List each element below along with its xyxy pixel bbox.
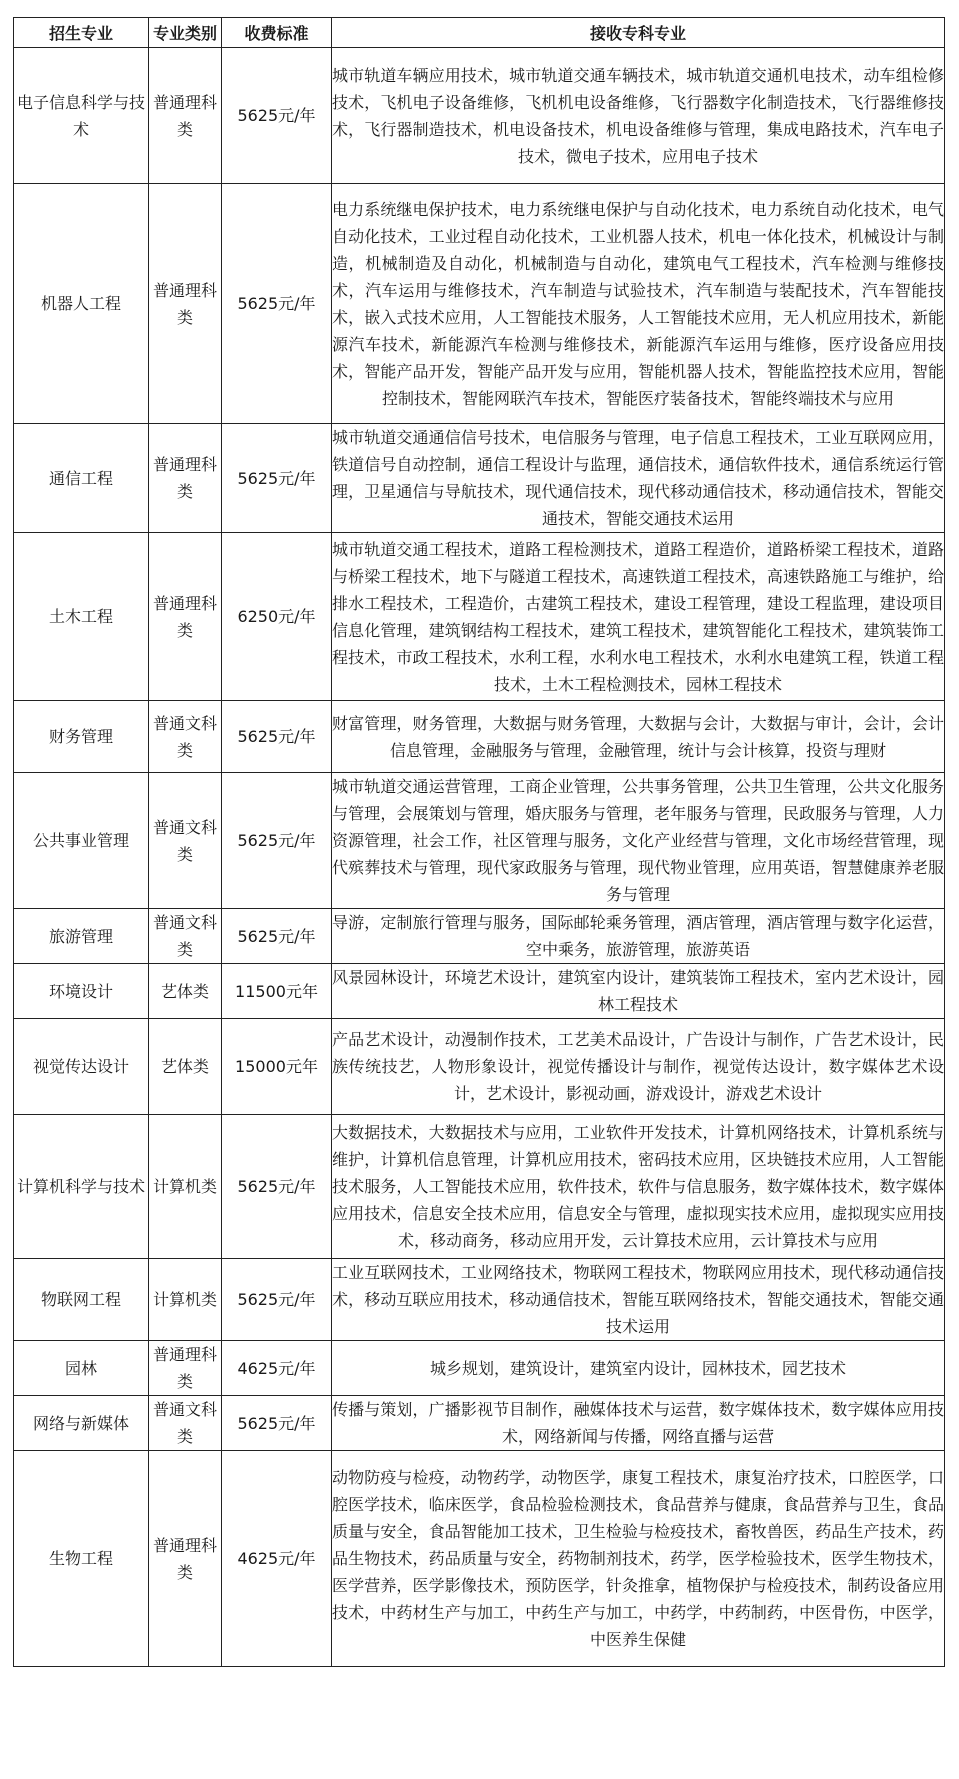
accepted-majors-cell: 财富管理，财务管理，大数据与财务管理，大数据与会计，大数据与审计，会计，会计信息管理，金融服务与管理，金融管理，统计与会计核算，投资与理财 <box>332 701 945 773</box>
major-cell: 园林 <box>14 1341 149 1396</box>
accepted-majors-cell: 城乡规划，建筑设计，建筑室内设计，园林技术，园艺技术 <box>332 1341 945 1396</box>
accepted-majors-cell: 风景园林设计，环境艺术设计，建筑室内设计，建筑装饰工程技术，室内艺术设计，园林工程技术 <box>332 964 945 1019</box>
fee-cell: 5625元/年 <box>222 909 332 964</box>
category-cell: 普通理科类 <box>149 48 222 184</box>
table-row <box>14 1019 945 1115</box>
table-row <box>14 1259 945 1341</box>
major-cell: 财务管理 <box>14 701 149 773</box>
fee-cell: 5625元/年 <box>222 184 332 424</box>
table-row <box>14 184 945 424</box>
accepted-majors-cell: 传播与策划，广播影视节目制作，融媒体技术与运营，数字媒体技术，数字媒体应用技术，网络新闻与传播，网络直播与运营 <box>332 1396 945 1451</box>
table-row <box>14 1396 945 1451</box>
fee-cell: 6250元/年 <box>222 533 332 701</box>
category-cell: 艺体类 <box>149 1019 222 1115</box>
header-major: 招生专业 <box>14 18 149 48</box>
category-cell: 计算机类 <box>149 1259 222 1341</box>
category-cell: 普通理科类 <box>149 533 222 701</box>
table-row <box>14 1115 945 1259</box>
accepted-majors-cell: 工业互联网技术，工业网络技术，物联网工程技术，物联网应用技术，现代移动通信技术，移动互联应用技术，移动通信技术，智能互联网络技术，智能交通技术，智能交通技术运用 <box>332 1259 945 1341</box>
header-category: 专业类别 <box>149 18 222 48</box>
major-cell: 计算机科学与技术 <box>14 1115 149 1259</box>
major-cell: 网络与新媒体 <box>14 1396 149 1451</box>
major-cell: 电子信息科学与技术 <box>14 48 149 184</box>
table-row <box>14 701 945 773</box>
fee-cell: 5625元/年 <box>222 48 332 184</box>
accepted-majors-cell: 城市轨道车辆应用技术，城市轨道交通车辆技术，城市轨道交通机电技术，动车组检修技术，飞机电子设备维修，飞机机电设备维修，飞行器数字化制造技术，飞行器维修技术，飞行器制造技术，机电设备技术，机电设备维修与管理，集成电路技术，汽车电子技术，微电子技术，应用电子技术 <box>332 48 945 184</box>
fee-cell: 5625元/年 <box>222 773 332 909</box>
major-cell: 机器人工程 <box>14 184 149 424</box>
accepted-majors-cell: 大数据技术，大数据技术与应用，工业软件开发技术，计算机网络技术，计算机系统与维护，计算机信息管理，计算机应用技术，密码技术应用，区块链技术应用，人工智能技术服务，人工智能技术应用，软件技术，软件与信息服务，数字媒体技术，数字媒体应用技术，信息安全技术应用，信息安全与管理，虚拟现实技术应用，虚拟现实应用技术，移动商务，移动应用开发，云计算技术应用，云计算技术与应用 <box>332 1115 945 1259</box>
category-cell: 普通理科类 <box>149 424 222 533</box>
major-cell: 物联网工程 <box>14 1259 149 1341</box>
accepted-majors-cell: 产品艺术设计，动漫制作技术，工艺美术品设计，广告设计与制作，广告艺术设计，民族传统技艺，人物形象设计，视觉传播设计与制作，视觉传达设计，数字媒体艺术设计，艺术设计，影视动画，游戏设计，游戏艺术设计 <box>332 1019 945 1115</box>
major-cell: 公共事业管理 <box>14 773 149 909</box>
fee-cell: 5625元/年 <box>222 1115 332 1259</box>
table-row <box>14 48 945 184</box>
accepted-majors-cell: 城市轨道交通工程技术，道路工程检测技术，道路工程造价，道路桥梁工程技术，道路与桥梁工程技术，地下与隧道工程技术，高速铁道工程技术，高速铁路施工与维护，给排水工程技术，工程造价，古建筑工程技术，建设工程管理，建设工程监理，建设项目信息化管理，建筑钢结构工程技术，建筑工程技术，建筑智能化工程技术，建筑装饰工程技术，市政工程技术，水利工程，水利水电工程技术，水利水电建筑工程，铁道工程技术，土木工程检测技术，园林工程技术 <box>332 533 945 701</box>
accepted-majors-cell: 电力系统继电保护技术，电力系统继电保护与自动化技术，电力系统自动化技术，电气自动化技术，工业过程自动化技术，工业机器人技术，机电一体化技术，机械设计与制造，机械制造及自动化，机械制造与自动化，建筑电气工程技术，汽车检测与维修技术，汽车运用与维修技术，汽车制造与试验技术，汽车制造与装配技术，汽车智能技术，嵌入式技术应用，人工智能技术服务，人工智能技术应用，无人机应用技术，新能源汽车技术，新能源汽车检测与维修技术，新能源汽车运用与维修，医疗设备应用技术，智能产品开发，智能产品开发与应用，智能机器人技术，智能监控技术应用，智能控制技术，智能网联汽车技术，智能医疗装备技术，智能终端技术与应用 <box>332 184 945 424</box>
fee-cell: 4625元/年 <box>222 1341 332 1396</box>
header-accepted-majors: 接收专科专业 <box>332 18 945 48</box>
fee-cell: 15000元年 <box>222 1019 332 1115</box>
table-row <box>14 909 945 964</box>
category-cell: 普通理科类 <box>149 1451 222 1667</box>
accepted-majors-cell: 城市轨道交通通信信号技术，电信服务与管理，电子信息工程技术，工业互联网应用，铁道信号自动控制，通信工程设计与监理，通信技术，通信软件技术，通信系统运行管理，卫星通信与导航技术，现代通信技术，现代移动通信技术，移动通信技术，智能交通技术，智能交通技术运用 <box>332 424 945 533</box>
table-row <box>14 1341 945 1396</box>
fee-cell: 5625元/年 <box>222 1259 332 1341</box>
fee-cell: 5625元/年 <box>222 424 332 533</box>
accepted-majors-cell: 动物防疫与检疫，动物药学，动物医学，康复工程技术，康复治疗技术，口腔医学，口腔医学技术，临床医学，食品检验检测技术，食品营养与健康，食品营养与卫生，食品质量与安全，食品智能加工技术，卫生检验与检疫技术，畜牧兽医，药品生产技术，药品生物技术，药品质量与安全，药物制剂技术，药学，医学检验技术，医学生物技术，医学营养，医学影像技术，预防医学，针灸推拿，植物保护与检疫技术，制药设备应用技术，中药材生产与加工，中药生产与加工，中药学，中药制药，中医骨伤，中医学，中医养生保健 <box>332 1451 945 1667</box>
accepted-majors-cell: 导游，定制旅行管理与服务，国际邮轮乘务管理，酒店管理，酒店管理与数字化运营，空中乘务，旅游管理，旅游英语 <box>332 909 945 964</box>
category-cell: 普通文科类 <box>149 1396 222 1451</box>
category-cell: 普通文科类 <box>149 909 222 964</box>
major-cell: 环境设计 <box>14 964 149 1019</box>
category-cell: 普通理科类 <box>149 1341 222 1396</box>
table-row <box>14 1451 945 1667</box>
major-cell: 旅游管理 <box>14 909 149 964</box>
accepted-majors-cell: 城市轨道交通运营管理，工商企业管理，公共事务管理，公共卫生管理，公共文化服务与管理，会展策划与管理，婚庆服务与管理，老年服务与管理，民政服务与管理，人力资源管理，社会工作，社区管理与服务，文化产业经营与管理，文化市场经营管理，现代殡葬技术与管理，现代家政服务与管理，现代物业管理，应用英语，智慧健康养老服务与管理 <box>332 773 945 909</box>
fee-cell: 5625元/年 <box>222 1396 332 1451</box>
category-cell: 计算机类 <box>149 1115 222 1259</box>
category-cell: 普通文科类 <box>149 773 222 909</box>
header-fee: 收费标准 <box>222 18 332 48</box>
table-row <box>14 773 945 909</box>
table-row <box>14 424 945 533</box>
table-row <box>14 964 945 1019</box>
major-cell: 通信工程 <box>14 424 149 533</box>
category-cell: 普通理科类 <box>149 184 222 424</box>
category-cell: 普通文科类 <box>149 701 222 773</box>
admissions-table <box>13 17 945 1667</box>
category-cell: 艺体类 <box>149 964 222 1019</box>
table-row <box>14 533 945 701</box>
header-row <box>14 18 945 48</box>
major-cell: 视觉传达设计 <box>14 1019 149 1115</box>
major-cell: 土木工程 <box>14 533 149 701</box>
fee-cell: 4625元/年 <box>222 1451 332 1667</box>
fee-cell: 11500元年 <box>222 964 332 1019</box>
major-cell: 生物工程 <box>14 1451 149 1667</box>
fee-cell: 5625元/年 <box>222 701 332 773</box>
